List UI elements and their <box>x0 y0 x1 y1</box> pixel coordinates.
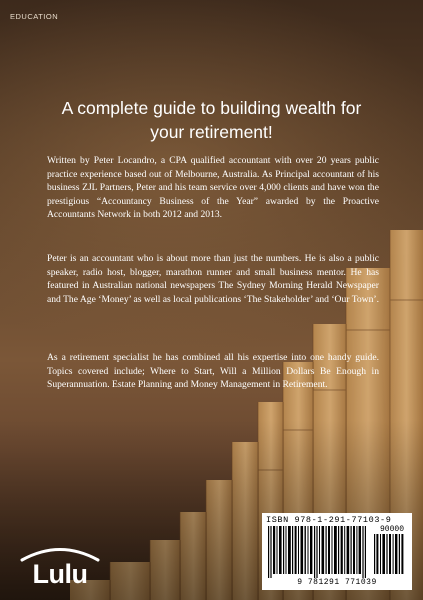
lulu-logo-text: Lulu <box>32 559 88 589</box>
barcode-digits: 9 781291 771039 <box>297 578 377 587</box>
isbn-label: ISBN 978-1-291-77103-9 <box>266 515 392 525</box>
price-code: 90000 <box>379 525 404 534</box>
price-barcode-image <box>374 534 404 574</box>
headline: A complete guide to building wealth for your retirement! <box>61 98 362 142</box>
barcode-image <box>268 526 368 578</box>
paragraph-book-topics: As a retirement specialist he has combined all his expertise into one handy guide. Topics covered include; Where to Start, Will a Million Dollars Be Enough in Superannuation. Estate Planning and Money Management in Retirement. <box>47 352 379 391</box>
barcode <box>262 513 412 590</box>
paragraph-author-profile: Peter is an accountant who is about more than just the numbers. He is also a public speaker, radio host, blogger, marathon runner and small business mentor. He has featured in Australian national newspapers The Sydney Morning Herald Newspaper and The Age ‘Money’ as well as local publications ‘The Stakeholder’ and ‘Our Town’. <box>47 253 379 305</box>
genre-label: EDUCATION <box>10 12 59 21</box>
lulu-logo <box>14 545 106 589</box>
paragraph-author-bio: Written by Peter Locandro, a CPA qualified accountant with over 20 years public practice experience based out of Melbourne, Australia. As Principal accountant of his business ZJL Partners, Peter and his team service over 4,000 clients and have won the prestigious “Accountancy Business of the Year” awarded by the Proactive Accountants Network in both 2012 and 2013. <box>47 155 379 221</box>
